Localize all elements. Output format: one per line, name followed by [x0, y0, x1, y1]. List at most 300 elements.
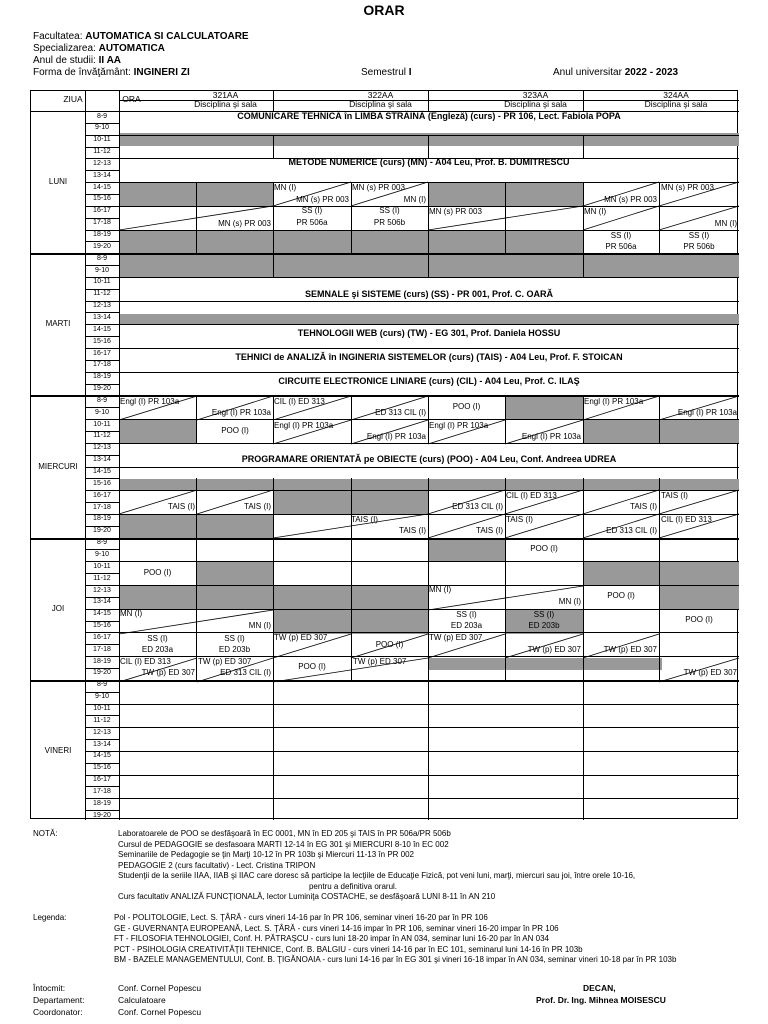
nota-label: NOTĂ: — [33, 829, 58, 838]
grid-line — [351, 395, 352, 442]
hour-label: 9-10 — [94, 550, 109, 558]
grid-line — [85, 692, 119, 693]
grid-line — [85, 775, 119, 776]
poo-label: POO (I) — [452, 402, 481, 411]
cil-label: ED 313 CIL (I) — [606, 526, 657, 535]
grid-line — [119, 348, 739, 349]
grid-line — [196, 478, 197, 537]
cil-label: ED 313 CIL (I) — [375, 408, 426, 417]
grid-line — [119, 775, 739, 776]
grid-line — [351, 538, 352, 680]
grid-line — [85, 455, 119, 456]
semester-line — [361, 68, 412, 79]
day-joi: JOI — [51, 603, 65, 613]
hour-label: 19-20 — [93, 527, 111, 535]
spec-label: Specializarea: — [33, 43, 96, 54]
intocmit-value: Conf. Cornel Popescu — [118, 983, 202, 993]
group-322aa-header: 322AA — [367, 90, 394, 100]
faculty-value: AUTOMATICA SI CALCULATOARE — [85, 31, 249, 42]
poo-label: POO (I) — [685, 615, 713, 624]
grid-line — [119, 277, 739, 278]
hour-label: 17-18 — [93, 219, 111, 227]
hour-label: 16-17 — [93, 491, 111, 499]
poo-label: POO (I) — [143, 568, 172, 577]
day-marti: MARTI — [45, 319, 71, 329]
note-line: Studenţii de la seriile IIAA, IIAB şi IIAC care doresc să participe la lecţiile de Educaţie Fizică, pot veni luni, marţi, miercuri sau joi, între orele 10-16, — [118, 871, 636, 880]
hour-label: 12-13 — [93, 586, 111, 594]
hour-label: 16-17 — [93, 633, 111, 641]
col-hour-header: ORA — [122, 94, 141, 104]
grid-line — [85, 182, 119, 183]
grid-line — [85, 478, 119, 479]
hour-label: 11-12 — [93, 290, 111, 298]
ss-label: SS (I) — [224, 634, 245, 643]
mn-label: MN (I) — [120, 609, 143, 618]
grid-line — [85, 561, 119, 562]
grid-line — [583, 478, 584, 820]
course-semnale-sisteme: SEMNALE şi SISTEME (curs) (SS) - PR 001, Prof. C. OARĂ — [304, 289, 554, 299]
grid-line — [119, 609, 739, 610]
grid-line — [505, 395, 506, 442]
academic-year-line — [553, 68, 678, 79]
grid-line — [85, 798, 119, 799]
dean-name: Prof. Dr. Ing. Mihnea MOISESCU — [536, 995, 666, 1005]
grid-line — [119, 324, 739, 325]
room-label: PR 506b — [683, 242, 715, 251]
hour-label: 12-13 — [93, 728, 111, 736]
mn-label: MN (I) — [584, 207, 607, 216]
year-line — [33, 56, 121, 67]
grid-line — [85, 158, 119, 159]
intocmit-label: Întocmit: — [33, 983, 66, 993]
grid-line — [119, 514, 739, 515]
hour-label: 10-11 — [93, 562, 111, 570]
group-324aa-header: 324AA — [663, 90, 689, 100]
grid-line — [85, 715, 119, 716]
grid-line — [85, 431, 119, 432]
hour-label: 16-17 — [93, 776, 111, 784]
mn-label: MN (I) — [714, 219, 737, 228]
grid-line — [119, 632, 739, 633]
mn-label: MN (I) — [429, 585, 452, 594]
ss-label: SS (I) — [456, 610, 477, 619]
grid-line — [583, 395, 584, 442]
academic-year-value: 2022 - 2023 — [624, 67, 679, 78]
form-line — [33, 68, 190, 79]
grid-line — [583, 91, 584, 111]
grid-line — [31, 395, 739, 397]
grid-line — [119, 443, 739, 444]
grid-line — [119, 158, 739, 159]
dept-value: Calculatoare — [118, 995, 166, 1005]
grid-line — [85, 467, 119, 468]
grid-line — [428, 395, 429, 442]
hour-label: 17-18 — [93, 645, 111, 653]
room-label: PR 506a — [296, 218, 328, 227]
grid-line — [119, 419, 739, 420]
mn-s-label: MN (s) PR 003 — [604, 195, 657, 204]
notes-block — [118, 829, 758, 903]
engl-label: Engl (I) PR 103a — [366, 432, 426, 441]
engl-label: Engl (I) PR 103a — [429, 421, 489, 430]
mn-s-label: MN (s) PR 003 — [296, 195, 349, 204]
grid-line — [119, 727, 739, 728]
tais-label: TAIS (I) — [506, 515, 533, 524]
grid-line — [85, 739, 119, 740]
grid-line — [85, 277, 119, 278]
ss-label: SS (I) — [301, 206, 323, 215]
room-label: ED 203b — [218, 645, 251, 654]
grid-line — [119, 100, 739, 101]
mn-s-label: MN (s) PR 003 — [429, 207, 482, 216]
legend-label: Legenda: — [33, 913, 67, 922]
grid-line — [583, 182, 584, 277]
hour-label: 8-9 — [96, 681, 108, 689]
academic-year-label: Anul universitar — [553, 67, 622, 78]
grid-line — [119, 656, 739, 657]
hour-label: 8-9 — [96, 396, 108, 404]
day-miercuri: MIERCURI — [38, 461, 78, 471]
hour-label: 14-15 — [93, 183, 111, 191]
hour-label: 16-17 — [93, 349, 111, 357]
grid-line — [119, 585, 739, 586]
room-label: ED 203a — [450, 621, 483, 630]
mn-label: MN (I) — [274, 183, 297, 192]
hour-label: 19-20 — [93, 811, 111, 819]
hour-label: 19-20 — [93, 669, 111, 677]
ss-label: SS (I) — [147, 634, 168, 643]
hour-label: 12-13 — [93, 159, 111, 167]
ss-label: SS (I) — [610, 231, 632, 240]
grid-line — [505, 182, 506, 253]
grid-line — [119, 301, 739, 302]
hour-label: 10-11 — [93, 278, 111, 286]
day-luni: LUNI — [48, 177, 68, 187]
tw-label: TW (p) ED 307 — [683, 668, 737, 677]
grid-line — [659, 182, 660, 253]
grid-line — [505, 478, 506, 537]
grid-line — [85, 372, 119, 373]
tw-label: TW (p) ED 307 — [141, 668, 195, 677]
grid-line — [85, 573, 119, 574]
year-label: Anul de studii: — [33, 55, 96, 66]
hour-label: 15-16 — [93, 479, 111, 487]
grid-line — [273, 478, 274, 820]
grid-line — [85, 123, 119, 124]
dept-label: Departament: — [33, 995, 85, 1005]
grid-line — [273, 182, 274, 277]
legend-line: FT - FILOSOFIA TEHNOLOGIEI, Conf. H. PĂTRAŞCU - curs luni 18-20 impar în AN 034, seminar luni 16-20 par în AN 034 — [114, 934, 549, 943]
cil-label: CIL (I) ED 313 — [661, 515, 712, 524]
legend-line: GE - GUVERNANŢA EUROPEANĂ, Lect. S. ŢÂRĂ - curs vineri 14-16 impar în PR 106, seminar vineri 16-20 impar în PR 106 — [114, 923, 559, 933]
engl-label: Engl (I) PR 103a — [584, 397, 644, 406]
cil-label: CIL (I) ED 313 — [274, 397, 325, 406]
cil-label: CIL (I) ED 313 — [120, 657, 171, 666]
legend-line: PCT - PSIHOLOGIA CREATIVITĂŢII TEHNICE, Conf. B. BALGIU - curs vineri 14-16 par în EC 101, seminarul luni 14-16 în PR 103b — [114, 944, 583, 954]
note-line: PEDAGOGIE 2 (curs facultativ) - Lect. Cristina TRIPON — [118, 860, 316, 870]
grid-line — [85, 810, 119, 811]
note-line: pentru a definitiva orarul. — [308, 881, 398, 891]
hour-label: 15-16 — [93, 622, 111, 630]
semester-label: Semestrul — [361, 67, 407, 78]
semester-value: I — [408, 67, 412, 78]
grid-line — [85, 206, 119, 207]
note-line: Cursul de PEDAGOGIE se desfasoara MARTI 12-14 în EG 301 şi MIERCURI 8-10 în EC 002 — [118, 839, 449, 849]
hour-label: 17-18 — [93, 787, 111, 795]
hour-label: 8-9 — [96, 539, 108, 547]
cil-label: ED 313 CIL (I) — [452, 502, 503, 511]
grid-line — [583, 135, 584, 159]
grid-line — [85, 301, 119, 302]
room-label: PR 506a — [605, 242, 637, 251]
tw-label: TW (p) ED 307 — [429, 633, 483, 642]
grid-line — [31, 680, 739, 682]
hour-label: 17-18 — [93, 503, 111, 511]
hour-label: 13-14 — [93, 598, 111, 606]
mn-label: MN (I) — [403, 195, 426, 204]
grid-line — [85, 763, 119, 764]
spec-value: AUTOMATICA — [98, 43, 165, 54]
grid-line — [85, 407, 119, 408]
grid-line — [428, 135, 429, 159]
hour-label: 10-11 — [93, 136, 111, 144]
grid-line — [85, 265, 119, 266]
course-comunicare-tehnica: COMUNICARE TEHNICĂ în LIMBA STRĂINĂ (Engleză) (curs) - PR 106, Lect. Fabiola POPA — [237, 111, 621, 121]
engl-label: Engl (I) PR 103a — [120, 397, 180, 406]
poo-label: POO (I) — [607, 591, 635, 600]
coord-value: Conf. Cornel Popescu — [118, 1007, 202, 1017]
hour-label: 18-19 — [93, 515, 111, 523]
grid-line — [85, 751, 119, 752]
grid-line — [85, 490, 119, 491]
poo-label: POO (I) — [375, 640, 404, 649]
grid-line — [85, 336, 119, 337]
grid-line — [85, 241, 119, 242]
grid-line — [119, 206, 739, 207]
room-label: PR 506b — [373, 218, 406, 227]
hour-label: 8-9 — [96, 254, 108, 262]
grid-line — [85, 656, 119, 657]
year-value: II AA — [98, 55, 122, 66]
spec-line — [33, 44, 165, 55]
tais-label: TAIS (I) — [399, 526, 426, 535]
group-sub-header: Disciplina şi sala — [194, 99, 257, 109]
mn-s-label: MN (s) PR 003 — [218, 219, 271, 228]
grid-line — [85, 360, 119, 361]
tw-label: TW (p) ED 307 — [353, 657, 407, 666]
tais-label: TAIS (I) — [244, 502, 271, 511]
grid-line — [85, 621, 119, 622]
course-metode-numerice: METODE NUMERICE (curs) (MN) - A04 Leu, Prof. B. DUMITRESCU — [288, 157, 570, 167]
grid-line — [85, 644, 119, 645]
grid-line — [31, 111, 739, 112]
hour-label: 11-12 — [93, 574, 111, 582]
coord-label: Coordonator: — [33, 1007, 83, 1017]
group-sub-header: Disciplina şi sala — [504, 99, 567, 109]
grid-line — [273, 395, 274, 442]
grid-line — [428, 91, 429, 111]
hour-label: 14-15 — [93, 610, 111, 618]
form-value: INGINERI ZI — [133, 67, 190, 78]
grid-line — [273, 91, 274, 111]
grid-line — [85, 218, 119, 219]
tw-label: TW (p) ED 307 — [274, 633, 328, 642]
hour-label: 12-13 — [93, 302, 111, 310]
room-label: ED 203b — [528, 621, 560, 630]
mn-label: MN (I) — [558, 597, 581, 606]
cil-label: ED 313 CIL (I) — [220, 668, 271, 677]
grid-line — [85, 230, 119, 231]
hour-label: 14-15 — [93, 325, 111, 333]
hour-label: 9-10 — [94, 266, 109, 274]
dean-title: DECAN, — [583, 983, 616, 993]
hour-label: 18-19 — [93, 373, 111, 381]
cil-label: CIL (I) ED 313 — [506, 491, 557, 500]
course-cil: CIRCUITE ELECTRONICE LINIARE (curs) (CIL) - A04 Leu, Prof. C. ILAŞ — [278, 376, 580, 386]
course-tais: TEHNICI de ANALIZĂ în INGINERIA SISTEMELOR (curs) (TAIS) - A04 Leu, Prof. F. STOICAN — [235, 352, 623, 362]
page-title: ORAR — [363, 2, 405, 18]
hour-label: 15-16 — [93, 337, 111, 345]
grid-line — [85, 668, 119, 669]
grid-line — [85, 632, 119, 633]
grid-line — [85, 597, 119, 598]
grid-line — [119, 490, 739, 491]
grid-line — [351, 182, 352, 253]
col-day-header: ZIUA — [63, 94, 83, 104]
hour-label: 8-9 — [96, 112, 108, 120]
poo-label: POO (I) — [530, 544, 558, 553]
grid-line — [85, 170, 119, 171]
tais-label: TAIS (I) — [168, 502, 195, 511]
group-321aa-header: 321AA — [212, 90, 239, 100]
hour-label: 18-19 — [93, 799, 111, 807]
hour-label: 9-10 — [94, 408, 109, 416]
tw-label: TW (p) ED 307 — [527, 645, 581, 654]
hour-label: 15-16 — [93, 195, 111, 203]
hour-label: 12-13 — [93, 444, 111, 452]
faculty-label: Facultatea: — [33, 31, 83, 42]
grid-line — [85, 135, 119, 136]
note-line: Laboratoarele de POO se desfăşoară în EC 0001, MN în ED 205 şi TAIS în PR 506a/PR 506b — [118, 829, 451, 838]
legend-line: BM - BAZELE MANAGEMENTULUI, Conf. B. ŢIGĂNOAIA - curs luni 14-16 par în EG 301 şi vineri 16-18 impar în AN 034, seminar vineri 10-18 par în PR 103b — [114, 955, 677, 964]
hour-label: 13-14 — [93, 456, 111, 464]
grid-line — [85, 704, 119, 705]
ss-label: SS (I) — [379, 206, 400, 215]
grid-line — [119, 561, 739, 562]
hour-label: 11-12 — [93, 432, 111, 440]
legend-block — [114, 913, 754, 966]
poo-label: POO (I) — [221, 426, 249, 435]
note-line: Curs facultativ ANALIZĂ FUNCŢIONALĂ, lector Luminiţa COSTACHE, se desfăşoară LUNI 8-11 în AN 210 — [118, 892, 496, 901]
mn-s-label: MN (s) PR 003 — [352, 183, 405, 192]
tais-label: TAIS (I) — [351, 515, 378, 524]
hour-label: 9-10 — [94, 124, 109, 132]
tais-label: TAIS (I) — [476, 526, 503, 535]
grid-line — [119, 372, 739, 373]
hour-label: 11-12 — [93, 716, 111, 724]
tais-label: TAIS (I) — [630, 502, 657, 511]
grid-line — [85, 312, 119, 313]
tais-label: TAIS (I) — [661, 491, 688, 500]
grid-line — [196, 395, 197, 442]
grid-line — [196, 182, 197, 253]
hour-label: 13-14 — [93, 740, 111, 748]
grid-line — [428, 478, 429, 820]
engl-label: Engl (I) PR 103a — [521, 432, 581, 441]
hour-label: 13-14 — [93, 313, 111, 321]
faculty-line — [33, 32, 249, 43]
hour-label: 19-20 — [93, 385, 111, 393]
grid-line — [85, 514, 119, 515]
ss-label: SS (I) — [688, 231, 710, 240]
grid-line — [85, 384, 119, 385]
room-label: ED 203a — [141, 645, 174, 654]
grid-line — [659, 395, 660, 442]
group-323aa-header: 323AA — [522, 90, 549, 100]
hour-label: 14-15 — [93, 752, 111, 760]
grid-line — [31, 538, 739, 540]
grid-line — [85, 549, 119, 550]
grid-line — [119, 135, 739, 136]
group-sub-header: Disciplina şi sala — [349, 99, 412, 109]
hour-label: 19-20 — [93, 242, 111, 250]
grid-line — [85, 727, 119, 728]
engl-label: Engl (I) PR 103a — [274, 421, 334, 430]
grid-line — [85, 502, 119, 503]
grid-line — [85, 526, 119, 527]
hour-label: 15-16 — [93, 764, 111, 772]
hour-label: 13-14 — [93, 171, 111, 179]
grid-line — [659, 478, 660, 537]
grid-line — [85, 289, 119, 290]
hour-label: 10-11 — [93, 420, 111, 428]
grid-line — [85, 419, 119, 420]
grid-line — [85, 194, 119, 195]
grid-line — [119, 751, 739, 752]
form-label: Forma de învăţământ: — [33, 67, 131, 78]
day-vineri: VINERI — [44, 745, 72, 755]
hour-label: 17-18 — [93, 361, 111, 369]
engl-label: Engl (I) PR 103a — [211, 408, 271, 417]
hour-label: 9-10 — [94, 693, 109, 701]
grid-line — [119, 798, 739, 799]
grid-line — [505, 538, 506, 680]
grid-line — [659, 538, 660, 680]
grid-line — [85, 609, 119, 610]
grid-line — [351, 478, 352, 537]
grid-line — [119, 704, 739, 705]
engl-label: Engl (I) PR 103a — [677, 408, 737, 417]
grid-line — [85, 443, 119, 444]
grid-line — [85, 348, 119, 349]
hour-label: 10-11 — [93, 705, 111, 712]
tw-label: TW (p) ED 307 — [198, 657, 252, 666]
tw-label: TW (p) ED 307 — [603, 645, 657, 654]
hour-label: 14-15 — [93, 468, 111, 475]
mn-label: MN (I) — [248, 621, 271, 630]
grid-line — [119, 91, 120, 820]
group-sub-header: Disciplina şi sala — [644, 99, 708, 109]
grid-line — [119, 182, 739, 183]
hour-label: 18-19 — [93, 231, 111, 238]
grid-line — [31, 253, 739, 255]
grid-line — [119, 467, 739, 468]
timetable — [30, 90, 738, 819]
grid-line — [85, 786, 119, 787]
grid-line — [85, 147, 119, 148]
course-tehnologii-web: TEHNOLOGII WEB (curs) (TW) - EG 301, Prof. Daniela HOSSU — [297, 328, 561, 338]
grid-line — [85, 585, 119, 586]
